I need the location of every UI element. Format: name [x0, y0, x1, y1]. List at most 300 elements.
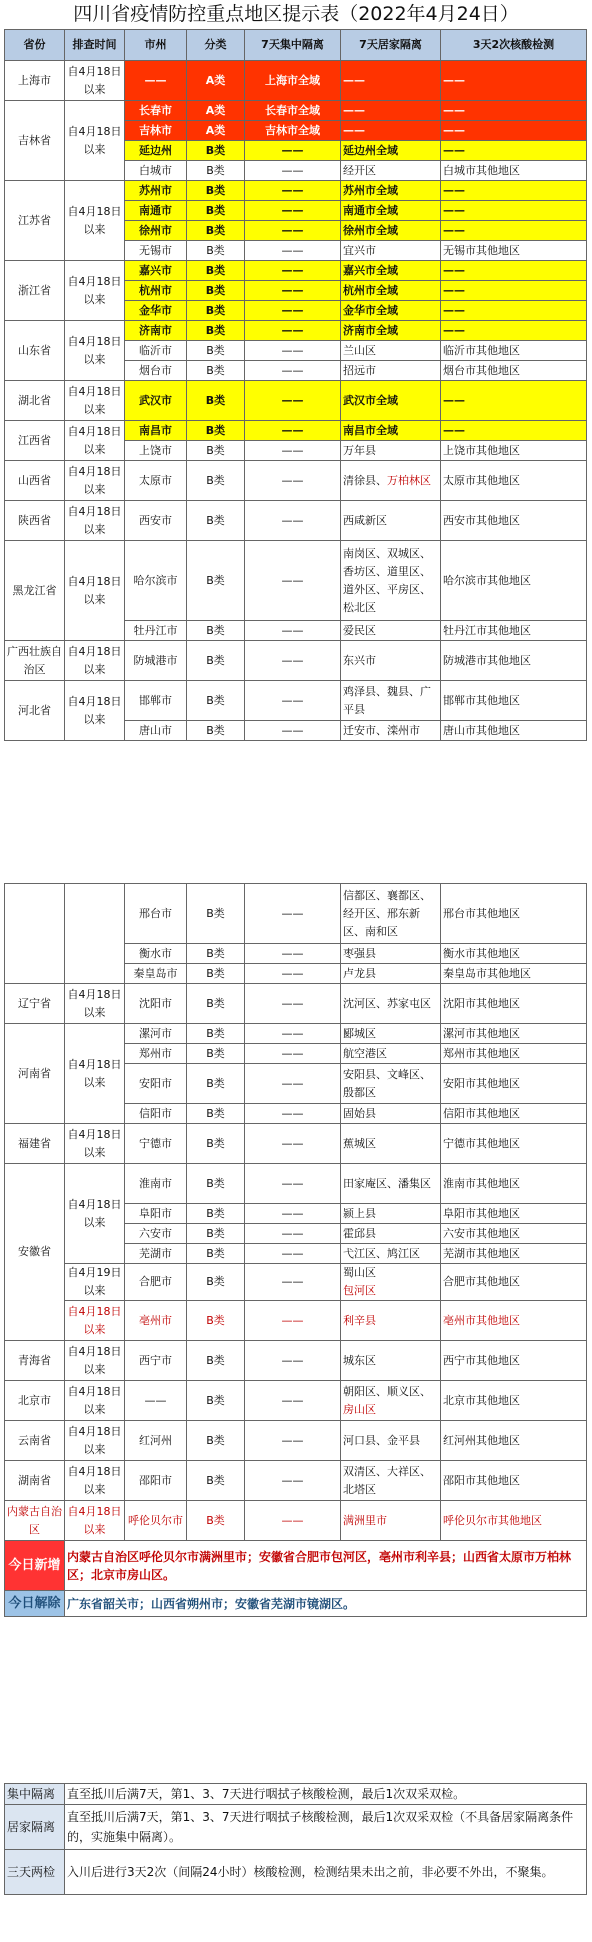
- nucleic-test-cell: 临沂市其他地区: [441, 341, 587, 361]
- table-row: [5, 421, 587, 441]
- central-quarantine-cell: ——: [245, 1264, 341, 1301]
- category-cell: B类: [187, 1044, 245, 1064]
- city-cell: 太原市: [125, 461, 187, 501]
- home-quarantine-cell: [341, 1381, 441, 1421]
- note-label: 三天两检: [5, 1850, 65, 1895]
- date-cell: 自4月18日以来: [65, 61, 125, 101]
- home-quarantine-cell: 田家庵区、潘集区: [341, 1164, 441, 1204]
- city-cell: 衡水市: [125, 944, 187, 964]
- header-row: [5, 30, 587, 61]
- home-quarantine-cell: 武汉市全域: [341, 381, 441, 421]
- table-row: [5, 321, 587, 341]
- table-row: [5, 181, 587, 201]
- table-row: [5, 1024, 587, 1044]
- city-cell: 防城港市: [125, 641, 187, 681]
- province-cell: 内蒙古自治区: [5, 1501, 65, 1541]
- note-text: 入川后进行3天2次（间隔24小时）核酸检测，检测结果未出之前，非必要不外出，不聚集。: [65, 1850, 587, 1895]
- home-quarantine-cell: 济南市全域: [341, 321, 441, 341]
- category-cell: B类: [187, 964, 245, 984]
- province-cell: 黑龙江省: [5, 541, 65, 641]
- category-cell: B类: [187, 1421, 245, 1461]
- column-header: 7天集中隔离: [245, 30, 341, 61]
- home-quarantine-cell: 南昌市全域: [341, 421, 441, 441]
- nucleic-test-cell: ——: [441, 121, 587, 141]
- central-quarantine-cell: ——: [245, 141, 341, 161]
- date-cell: [65, 884, 125, 984]
- city-cell: 漯河市: [125, 1024, 187, 1044]
- home-quarantine-cell: 河口县、金平县: [341, 1421, 441, 1461]
- today-new-label: 今日新增: [5, 1541, 65, 1591]
- nucleic-test-cell: 红河州其他地区: [441, 1421, 587, 1461]
- city-cell: 无锡市: [125, 241, 187, 261]
- page-title: 四川省疫情防控重点地区提示表（2022年4月24日）: [73, 3, 519, 25]
- central-quarantine-cell: ——: [245, 461, 341, 501]
- category-cell: B类: [187, 1204, 245, 1224]
- city-cell: 红河州: [125, 1421, 187, 1461]
- nucleic-test-cell: 宁德市其他地区: [441, 1124, 587, 1164]
- table-row: [5, 1264, 587, 1301]
- column-header: 省份: [5, 30, 65, 61]
- date-cell: 自4月18日以来: [65, 1164, 125, 1264]
- home-quarantine-cell: 双清区、大祥区、北塔区: [341, 1461, 441, 1501]
- central-quarantine-cell: ——: [245, 301, 341, 321]
- central-quarantine-cell: ——: [245, 221, 341, 241]
- province-cell: 广西壮族自治区: [5, 641, 65, 681]
- central-quarantine-cell: ——: [245, 1381, 341, 1421]
- home-quarantine-cell: 郾城区: [341, 1024, 441, 1044]
- province-cell: 江西省: [5, 421, 65, 461]
- column-header: 市州: [125, 30, 187, 61]
- table-row: [5, 1421, 587, 1461]
- province-cell: 青海省: [5, 1341, 65, 1381]
- city-cell: 邵阳市: [125, 1461, 187, 1501]
- province-cell: 河北省: [5, 681, 65, 741]
- risk-table-part2: [4, 883, 587, 1617]
- city-cell: 秦皇岛市: [125, 964, 187, 984]
- city-cell: 芜湖市: [125, 1244, 187, 1264]
- central-quarantine-cell: ——: [245, 321, 341, 341]
- home-quarantine-cell: 鸡泽县、魏县、广平县: [341, 681, 441, 721]
- nucleic-test-cell: 合肥市其他地区: [441, 1264, 587, 1301]
- central-quarantine-cell: ——: [245, 361, 341, 381]
- city-cell: 六安市: [125, 1224, 187, 1244]
- home-quarantine-text: 清徐县、: [343, 473, 387, 487]
- category-cell: B类: [187, 501, 245, 541]
- date-cell: 自4月18日以来: [65, 1124, 125, 1164]
- central-quarantine-cell: ——: [245, 621, 341, 641]
- note-label: 居家隔离: [5, 1805, 65, 1850]
- home-quarantine-cell: 安阳县、文峰区、殷都区: [341, 1064, 441, 1104]
- category-cell: B类: [187, 341, 245, 361]
- central-quarantine-cell: ——: [245, 1104, 341, 1124]
- province-cell: 山西省: [5, 461, 65, 501]
- central-quarantine-cell: ——: [245, 1044, 341, 1064]
- city-cell: 亳州市: [125, 1301, 187, 1341]
- table-row: [5, 1461, 587, 1501]
- nucleic-test-cell: 芜湖市其他地区: [441, 1244, 587, 1264]
- category-cell: B类: [187, 261, 245, 281]
- category-cell: B类: [187, 1301, 245, 1341]
- category-cell: B类: [187, 301, 245, 321]
- province-cell: 福建省: [5, 1124, 65, 1164]
- central-quarantine-cell: ——: [245, 1421, 341, 1461]
- table-row: [5, 1301, 587, 1341]
- category-cell: A类: [187, 61, 245, 101]
- nucleic-test-cell: 阜阳市其他地区: [441, 1204, 587, 1224]
- central-quarantine-cell: ——: [245, 1461, 341, 1501]
- home-quarantine-cell: 弋江区、鸠江区: [341, 1244, 441, 1264]
- table-row: [5, 461, 587, 501]
- home-quarantine-cell: 招远市: [341, 361, 441, 381]
- home-quarantine-cell: 固始县: [341, 1104, 441, 1124]
- home-quarantine-cell: 信都区、襄都区、经开区、邢东新区、南和区: [341, 884, 441, 944]
- nucleic-test-cell: ——: [441, 301, 587, 321]
- category-cell: B类: [187, 541, 245, 621]
- city-cell: 邢台市: [125, 884, 187, 944]
- city-cell: 武汉市: [125, 381, 187, 421]
- category-cell: B类: [187, 1024, 245, 1044]
- column-header: 排查时间: [65, 30, 125, 61]
- table-row: [5, 381, 587, 421]
- central-quarantine-cell: ——: [245, 261, 341, 281]
- central-quarantine-cell: ——: [245, 1124, 341, 1164]
- column-header: 3天2次核酸检测: [441, 30, 587, 61]
- category-cell: B类: [187, 161, 245, 181]
- table-row: [5, 261, 587, 281]
- central-quarantine-cell: ——: [245, 201, 341, 221]
- city-cell: 西宁市: [125, 1341, 187, 1381]
- central-quarantine-cell: ——: [245, 1164, 341, 1204]
- city-cell: 临沂市: [125, 341, 187, 361]
- city-cell: 吉林市: [125, 121, 187, 141]
- table-row: [5, 1381, 587, 1421]
- central-quarantine-cell: ——: [245, 1501, 341, 1541]
- category-cell: B类: [187, 281, 245, 301]
- home-quarantine-cell: 兰山区: [341, 341, 441, 361]
- home-quarantine-cell: 经开区: [341, 161, 441, 181]
- table-row: [5, 61, 587, 101]
- risk-table-part1: [4, 29, 587, 741]
- nucleic-test-cell: 呼伦贝尔市其他地区: [441, 1501, 587, 1541]
- central-quarantine-cell: ——: [245, 161, 341, 181]
- nucleic-test-cell: ——: [441, 261, 587, 281]
- home-quarantine-cell: 蕉城区: [341, 1124, 441, 1164]
- central-quarantine-cell: 上海市全域: [245, 61, 341, 101]
- central-quarantine-cell: ——: [245, 421, 341, 441]
- category-cell: B类: [187, 221, 245, 241]
- date-cell: 自4月18日以来: [65, 681, 125, 741]
- category-cell: B类: [187, 181, 245, 201]
- nucleic-test-cell: 郑州市其他地区: [441, 1044, 587, 1064]
- date-cell: 自4月18日以来: [65, 501, 125, 541]
- category-cell: B类: [187, 361, 245, 381]
- date-cell: 自4月18日以来: [65, 381, 125, 421]
- category-cell: B类: [187, 1164, 245, 1204]
- home-quarantine-cell: 杭州市全域: [341, 281, 441, 301]
- home-quarantine-cell: [341, 461, 441, 501]
- date-cell: 自4月18日以来: [65, 1461, 125, 1501]
- central-quarantine-cell: ——: [245, 381, 341, 421]
- category-cell: B类: [187, 641, 245, 681]
- category-cell: B类: [187, 1461, 245, 1501]
- nucleic-test-cell: ——: [441, 61, 587, 101]
- category-cell: B类: [187, 241, 245, 261]
- column-header: 分类: [187, 30, 245, 61]
- nucleic-test-cell: 六安市其他地区: [441, 1224, 587, 1244]
- nucleic-test-cell: 漯河市其他地区: [441, 1024, 587, 1044]
- city-cell: 宁德市: [125, 1124, 187, 1164]
- category-cell: B类: [187, 1381, 245, 1421]
- today-new-text: 内蒙古自治区呼伦贝尔市满洲里市；安徽省合肥市包河区，亳州市利辛县；山西省太原市万柏林区；北京市房山区。: [65, 1541, 587, 1591]
- central-quarantine-cell: ——: [245, 181, 341, 201]
- table-row: [5, 541, 587, 621]
- page-break: [0, 872, 592, 882]
- category-cell: B类: [187, 421, 245, 441]
- city-cell: 合肥市: [125, 1264, 187, 1301]
- category-cell: B类: [187, 381, 245, 421]
- city-cell: 阜阳市: [125, 1204, 187, 1224]
- home-quarantine-cell: 城东区: [341, 1341, 441, 1381]
- table-row: [5, 1124, 587, 1164]
- central-quarantine-cell: ——: [245, 681, 341, 721]
- category-cell: A类: [187, 101, 245, 121]
- home-quarantine-new-text: 万柏林区: [387, 473, 431, 487]
- home-quarantine-text: 朝阳区、顺义区、: [343, 1384, 431, 1398]
- central-quarantine-cell: ——: [245, 1301, 341, 1341]
- table-row: [5, 884, 587, 944]
- province-cell: 湖南省: [5, 1461, 65, 1501]
- home-quarantine-cell: 东兴市: [341, 641, 441, 681]
- category-cell: B类: [187, 1244, 245, 1264]
- table-row: [5, 641, 587, 681]
- nucleic-test-cell: ——: [441, 141, 587, 161]
- home-quarantine-cell: 苏州市全域: [341, 181, 441, 201]
- home-quarantine-cell: 航空港区: [341, 1044, 441, 1064]
- table-row: [5, 1164, 587, 1204]
- central-quarantine-cell: ——: [245, 241, 341, 261]
- city-cell: 西安市: [125, 501, 187, 541]
- category-cell: A类: [187, 121, 245, 141]
- home-quarantine-cell: 南通市全域: [341, 201, 441, 221]
- home-quarantine-cell: 卢龙县: [341, 964, 441, 984]
- central-quarantine-cell: ——: [245, 1064, 341, 1104]
- home-quarantine-text: 蜀山区: [343, 1266, 376, 1279]
- category-cell: B类: [187, 721, 245, 741]
- nucleic-test-cell: ——: [441, 321, 587, 341]
- city-cell: 邯郸市: [125, 681, 187, 721]
- home-quarantine-cell: 满洲里市: [341, 1501, 441, 1541]
- category-cell: B类: [187, 201, 245, 221]
- category-cell: B类: [187, 441, 245, 461]
- home-quarantine-cell: 徐州市全域: [341, 221, 441, 241]
- nucleic-test-cell: 西安市其他地区: [441, 501, 587, 541]
- province-cell: 山东省: [5, 321, 65, 381]
- province-cell: 上海市: [5, 61, 65, 101]
- city-cell: 杭州市: [125, 281, 187, 301]
- home-quarantine-cell: 宜兴市: [341, 241, 441, 261]
- home-quarantine-cell: 枣强县: [341, 944, 441, 964]
- central-quarantine-cell: ——: [245, 341, 341, 361]
- date-cell: 自4月18日以来: [65, 181, 125, 261]
- central-quarantine-cell: ——: [245, 1244, 341, 1264]
- city-cell: 南昌市: [125, 421, 187, 441]
- category-cell: B类: [187, 1501, 245, 1541]
- city-cell: ——: [125, 1381, 187, 1421]
- nucleic-test-cell: 防城港市其他地区: [441, 641, 587, 681]
- date-cell: 自4月18日以来: [65, 101, 125, 181]
- city-cell: 嘉兴市: [125, 261, 187, 281]
- central-quarantine-cell: ——: [245, 884, 341, 944]
- central-quarantine-cell: ——: [245, 721, 341, 741]
- city-cell: 唐山市: [125, 721, 187, 741]
- date-cell: 自4月18日以来: [65, 641, 125, 681]
- category-cell: B类: [187, 681, 245, 721]
- home-quarantine-cell: 嘉兴市全域: [341, 261, 441, 281]
- category-cell: B类: [187, 461, 245, 501]
- nucleic-test-cell: 秦皇岛市其他地区: [441, 964, 587, 984]
- province-cell: 湖北省: [5, 381, 65, 421]
- home-quarantine-cell: 南岗区、双城区、香坊区、道里区、道外区、平房区、松北区: [341, 541, 441, 621]
- category-cell: B类: [187, 141, 245, 161]
- category-cell: B类: [187, 1064, 245, 1104]
- category-cell: B类: [187, 1264, 245, 1301]
- city-cell: 苏州市: [125, 181, 187, 201]
- nucleic-test-cell: ——: [441, 181, 587, 201]
- city-cell: 上饶市: [125, 441, 187, 461]
- central-quarantine-cell: ——: [245, 281, 341, 301]
- category-cell: B类: [187, 1224, 245, 1244]
- table-row: [5, 1341, 587, 1381]
- nucleic-test-cell: 唐山市其他地区: [441, 721, 587, 741]
- city-cell: 信阳市: [125, 1104, 187, 1124]
- province-cell: 云南省: [5, 1421, 65, 1461]
- home-quarantine-cell: 爱民区: [341, 621, 441, 641]
- central-quarantine-cell: ——: [245, 641, 341, 681]
- city-cell: 安阳市: [125, 1064, 187, 1104]
- nucleic-test-cell: 邵阳市其他地区: [441, 1461, 587, 1501]
- nucleic-test-cell: ——: [441, 381, 587, 421]
- city-cell: 长春市: [125, 101, 187, 121]
- home-quarantine-cell: 颍上县: [341, 1204, 441, 1224]
- date-cell: 自4月18日以来: [65, 1501, 125, 1541]
- home-quarantine-cell: 金华市全域: [341, 301, 441, 321]
- category-cell: B类: [187, 984, 245, 1024]
- home-quarantine-cell: ——: [341, 61, 441, 101]
- province-cell: 北京市: [5, 1381, 65, 1421]
- province-cell: 吉林省: [5, 101, 65, 181]
- nucleic-test-cell: 安阳市其他地区: [441, 1064, 587, 1104]
- city-cell: 徐州市: [125, 221, 187, 241]
- table-row: [5, 1501, 587, 1541]
- nucleic-test-cell: ——: [441, 101, 587, 121]
- central-quarantine-cell: 吉林市全域: [245, 121, 341, 141]
- nucleic-test-cell: 太原市其他地区: [441, 461, 587, 501]
- date-cell: 自4月18日以来: [65, 1024, 125, 1124]
- date-cell: 自4月18日以来: [65, 1381, 125, 1421]
- table-row: [5, 101, 587, 121]
- central-quarantine-cell: ——: [245, 541, 341, 621]
- nucleic-test-cell: ——: [441, 201, 587, 221]
- nucleic-test-cell: 邢台市其他地区: [441, 884, 587, 944]
- date-cell: 自4月18日以来: [65, 541, 125, 641]
- nucleic-test-cell: 上饶市其他地区: [441, 441, 587, 461]
- category-cell: B类: [187, 884, 245, 944]
- central-quarantine-cell: ——: [245, 984, 341, 1024]
- home-quarantine-cell: ——: [341, 101, 441, 121]
- city-cell: 郑州市: [125, 1044, 187, 1064]
- province-cell: 浙江省: [5, 261, 65, 321]
- note-label: 集中隔离: [5, 1784, 65, 1805]
- nucleic-test-cell: 邯郸市其他地区: [441, 681, 587, 721]
- city-cell: 济南市: [125, 321, 187, 341]
- city-cell: 沈阳市: [125, 984, 187, 1024]
- city-cell: 烟台市: [125, 361, 187, 381]
- city-cell: 淮南市: [125, 1164, 187, 1204]
- home-quarantine-new-text: 包河区: [343, 1284, 376, 1297]
- date-cell: 自4月18日以来: [65, 321, 125, 381]
- city-cell: ——: [125, 61, 187, 101]
- date-cell: 自4月18日以来: [65, 261, 125, 321]
- category-cell: B类: [187, 321, 245, 341]
- home-quarantine-cell: 沈河区、苏家屯区: [341, 984, 441, 1024]
- date-cell: 自4月18日以来: [65, 1341, 125, 1381]
- central-quarantine-cell: ——: [245, 964, 341, 984]
- table-row: [5, 984, 587, 1024]
- nucleic-test-cell: 沈阳市其他地区: [441, 984, 587, 1024]
- date-cell: 自4月18日以来: [65, 461, 125, 501]
- central-quarantine-cell: ——: [245, 1341, 341, 1381]
- home-quarantine-cell: 万年县: [341, 441, 441, 461]
- city-cell: 哈尔滨市: [125, 541, 187, 621]
- province-cell: 安徽省: [5, 1164, 65, 1341]
- central-quarantine-cell: ——: [245, 441, 341, 461]
- nucleic-test-cell: ——: [441, 281, 587, 301]
- category-cell: B类: [187, 621, 245, 641]
- category-cell: B类: [187, 1104, 245, 1124]
- note-text: 直至抵川后满7天，第1、3、7天进行咽拭子核酸检测，最后1次双采双检（不具备居家隔离条件的，实施集中隔离）。: [65, 1805, 587, 1850]
- notes-table: [4, 1783, 587, 1895]
- today-new-row: [5, 1541, 587, 1591]
- province-cell: 陕西省: [5, 501, 65, 541]
- date-cell: 自4月18日以来: [65, 984, 125, 1024]
- province-cell: 江苏省: [5, 181, 65, 261]
- province-cell: [5, 884, 65, 984]
- nucleic-test-cell: 无锡市其他地区: [441, 241, 587, 261]
- home-quarantine-cell: ——: [341, 121, 441, 141]
- nucleic-test-cell: ——: [441, 221, 587, 241]
- nucleic-test-cell: 淮南市其他地区: [441, 1164, 587, 1204]
- nucleic-test-cell: 信阳市其他地区: [441, 1104, 587, 1124]
- nucleic-test-cell: 北京市其他地区: [441, 1381, 587, 1421]
- home-quarantine-new-text: 房山区: [343, 1402, 376, 1416]
- nucleic-test-cell: 衡水市其他地区: [441, 944, 587, 964]
- province-cell: 辽宁省: [5, 984, 65, 1024]
- table-row: [5, 501, 587, 541]
- nucleic-test-cell: 牡丹江市其他地区: [441, 621, 587, 641]
- date-cell: 自4月18日以来: [65, 1421, 125, 1461]
- date-cell: 自4月18日以来: [65, 1301, 125, 1341]
- city-cell: 南通市: [125, 201, 187, 221]
- home-quarantine-cell: 霍邱县: [341, 1224, 441, 1244]
- central-quarantine-cell: ——: [245, 1224, 341, 1244]
- nucleic-test-cell: 哈尔滨市其他地区: [441, 541, 587, 621]
- table-row: [5, 681, 587, 721]
- city-cell: 呼伦贝尔市: [125, 1501, 187, 1541]
- date-cell: 自4月18日以来: [65, 421, 125, 461]
- central-quarantine-cell: 长春市全域: [245, 101, 341, 121]
- city-cell: 金华市: [125, 301, 187, 321]
- today-release-text: 广东省韶关市；山西省朔州市；安徽省芜湖市镜湖区。: [65, 1591, 587, 1617]
